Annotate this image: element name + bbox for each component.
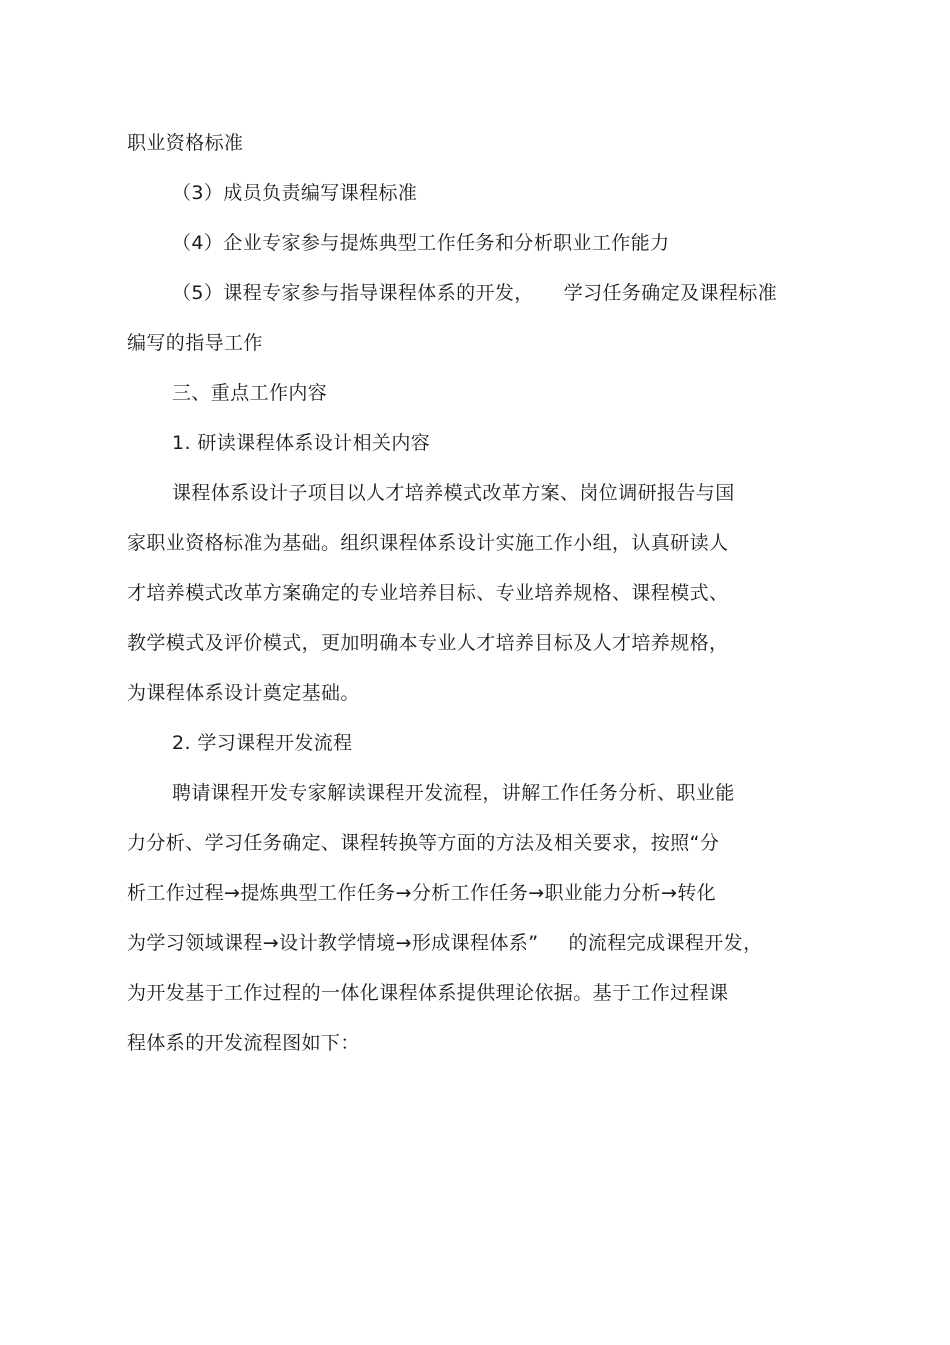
paragraph-line: 程体系的开发流程图如下：: [127, 1032, 360, 1054]
list-item-5: [172, 280, 777, 306]
subsection-heading-2: 2. 学习课程开发流程: [172, 732, 353, 754]
text-line: 职业资格标准: [127, 132, 244, 154]
paragraph-line: 力分析、学习任务确定、课程转换等方面的方法及相关要求，按照“分: [127, 832, 720, 854]
list-item-5-part-2: 学习任务确定及课程标准: [563, 282, 778, 304]
paragraph-line: 聘请课程开发专家解读课程开发流程，讲解工作任务分析、职业能: [172, 782, 735, 804]
paragraph-line: 教学模式及评价模式，更加明确本专业人才培养目标及人才培养规格，: [127, 632, 729, 654]
list-item-5-part-1: （5）课程专家参与指导课程体系的开发，: [172, 282, 534, 304]
paragraph-line: 为课程体系设计奠定基础。: [127, 682, 360, 704]
paragraph-line: 家职业资格标准为基础。组织课程体系设计实施工作小组，认真研读人: [127, 532, 729, 554]
paragraph-line-part-2: 的流程完成课程开发，: [568, 932, 763, 954]
paragraph-line: 才培养模式改革方案确定的专业培养目标、专业培养规格、课程模式、: [127, 582, 729, 604]
paragraph-line: 课程体系设计子项目以人才培养模式改革方案、岗位调研报告与国: [172, 482, 735, 504]
text-line: 编写的指导工作: [127, 332, 263, 354]
paragraph-line: 为开发基于工作过程的一体化课程体系提供理论依据。基于工作过程课: [127, 982, 729, 1004]
list-item-4: （4）企业专家参与提炼典型工作任务和分析职业工作能力: [172, 232, 670, 254]
section-heading: 三、重点工作内容: [172, 382, 328, 404]
paragraph-line: [127, 930, 763, 956]
subsection-heading-1: 1. 研读课程体系设计相关内容: [172, 432, 431, 454]
paragraph-line-part-1: 为学习领域课程→设计教学情境→形成课程体系”: [127, 932, 539, 954]
paragraph-line: 析工作过程→提炼典型工作任务→分析工作任务→职业能力分析→转化: [127, 882, 717, 904]
list-item-3: （3）成员负责编写课程标准: [172, 182, 418, 204]
